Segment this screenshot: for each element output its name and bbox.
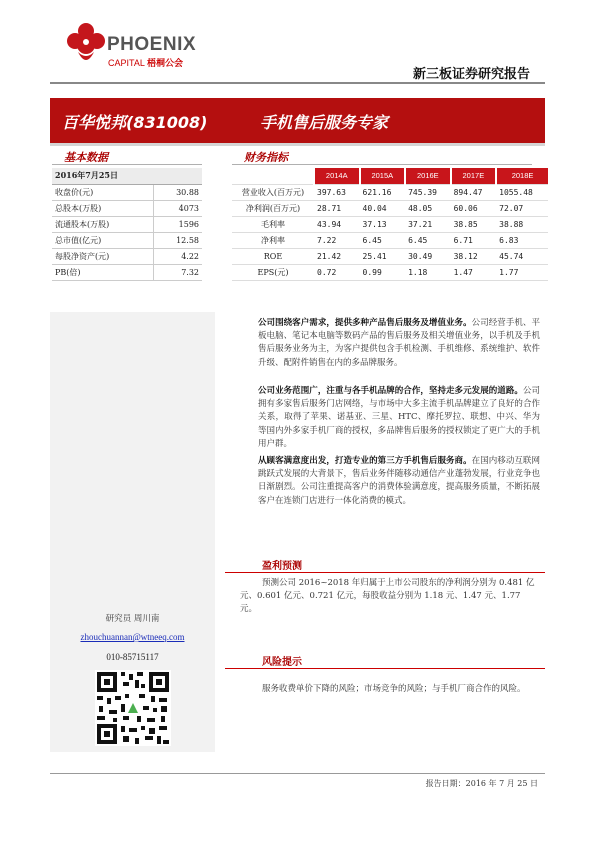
title-banner: [50, 98, 545, 146]
cell-label: 每股净资产(元): [52, 248, 153, 264]
report-subtitle: 手机售后服务专家: [260, 113, 389, 132]
paragraph-lead: 公司围绕客户需求，提供多种产品售后服务及增值业务。: [258, 318, 472, 328]
cell-value: 621.16: [360, 184, 406, 200]
table-header-row: [232, 168, 548, 184]
basic-data-heading: 基本数据: [52, 149, 202, 165]
table-row: [52, 248, 202, 264]
row-label: ROE: [232, 248, 314, 264]
cell-value: 7.22: [314, 232, 360, 248]
risk-heading: 风险提示: [262, 657, 302, 668]
cell-value: 40.04: [360, 200, 406, 216]
cell-value: 12.58: [153, 232, 202, 248]
paragraph-text: 在国内移动互联网跳跃式发展的大背景下，售后业务伴随移动通信产业蓬勃发展，行业竞争也日渐剧烈。公司注重提高客户的消费体验满意度，提高服务质量，不断拓展客户在连锁门店进行一体化消费的模式。: [258, 456, 540, 506]
cell-value: 28.71: [314, 200, 360, 216]
report-type: 新三板证券研究报告: [412, 67, 530, 82]
paragraph-customer-needs: [258, 317, 540, 370]
paragraph-lead: 从顾客满意度出发，打造专业的第三方手机售后服务商。: [258, 456, 472, 466]
cell-label: 流通股本(万股): [52, 216, 153, 232]
cell-value: 7.32: [153, 264, 202, 280]
company-title: 百华悦邦(831008): [62, 113, 208, 132]
cell-value: 21.42: [314, 248, 360, 264]
column-header: 2017E: [451, 168, 497, 184]
cell-value: 37.21: [405, 216, 451, 232]
table-row: [232, 200, 548, 216]
cell-value: 745.39: [405, 184, 451, 200]
cell-value: 1.77: [496, 264, 548, 280]
financials-heading: 财务指标: [232, 149, 532, 165]
table-row: [52, 168, 202, 184]
row-label: EPS(元): [232, 264, 314, 280]
cell-value: 0.72: [314, 264, 360, 280]
table-row: [52, 200, 202, 216]
cell-value: 6.45: [360, 232, 406, 248]
cell-value: 6.71: [451, 232, 497, 248]
cell-value: 30.88: [153, 184, 202, 200]
paragraph-satisfaction: [258, 455, 540, 508]
forecast-divider: [225, 572, 545, 573]
row-label: 净利率: [232, 232, 314, 248]
cell-value: 38.88: [496, 216, 548, 232]
row-label: 毛利率: [232, 216, 314, 232]
header-divider: [50, 82, 545, 84]
cell-value: 6.45: [405, 232, 451, 248]
table-row: [232, 264, 548, 280]
financials-table: [232, 168, 548, 281]
cell-value: 4073: [153, 200, 202, 216]
phoenix-flower-logo-icon: [66, 22, 106, 68]
logo-name: PHOENIX: [107, 34, 197, 55]
table-row: [232, 184, 548, 200]
paragraph-text: 公司拥有多家售后服务门店网络，与市场中大多主流手机品牌建立了良好的合作关系，取得了苹果、诺基亚、三星、HTC、摩托罗拉、联想、中兴、华为等国内外多家手机厂商的授权，多品牌售后服务的授权锁定了更广大的手机用户群。: [258, 386, 540, 449]
cell-value: 72.07: [496, 200, 548, 216]
column-header: 2014A: [314, 168, 360, 184]
cell-value: 397.63: [314, 184, 360, 200]
analyst-email-link[interactable]: zhouchuannan@wtneeq.com: [80, 632, 185, 642]
cell-label: 收盘价(元): [52, 184, 153, 200]
cell-value: 37.13: [360, 216, 406, 232]
cell-value: 1.47: [451, 264, 497, 280]
cell-value: 38.12: [451, 248, 497, 264]
cell-value: 45.74: [496, 248, 548, 264]
analyst-panel: [50, 312, 215, 752]
report-date: 报告日期：2016 年 7 月 25 日: [425, 779, 538, 788]
cell-value: 4.22: [153, 248, 202, 264]
analyst-name: 研究员 周川南: [105, 614, 160, 624]
forecast-text: 预测公司 2016~2018 年归属于上市公司股东的净利润分别为 0.481 亿元、0.601 亿元、0.721 亿元，每股收益分别为 1.18 元、1.47 元、1.77 元。: [240, 578, 535, 614]
cell-value: 1055.48: [496, 184, 548, 200]
cell-value: 894.47: [451, 184, 497, 200]
cell-value: 48.05: [405, 200, 451, 216]
risk-divider: [225, 668, 545, 669]
column-header: 2018E: [496, 168, 548, 184]
cell-label: PB(倍): [52, 264, 153, 280]
cell-value: 25.41: [360, 248, 406, 264]
row-label: 营业收入(百万元): [232, 184, 314, 200]
table-row: [232, 216, 548, 232]
table-row: [52, 264, 202, 280]
cell-value: 43.94: [314, 216, 360, 232]
row-label: 净利润(百万元): [232, 200, 314, 216]
cell-value: 0.99: [360, 264, 406, 280]
footer-divider: [50, 773, 545, 774]
cell-label: 总股本(万股): [52, 200, 153, 216]
forecast-heading: 盈利预测: [262, 561, 302, 572]
column-header: 2016E: [405, 168, 451, 184]
cell-value: 30.49: [405, 248, 451, 264]
cell-value: 6.83: [496, 232, 548, 248]
logo-sub-en: CAPITAL: [108, 58, 145, 68]
analyst-phone: 010-85715117: [106, 652, 159, 662]
risk-text: 服务收费单价下降的风险；市场竞争的风险；与手机厂商合作的风险。: [262, 684, 526, 694]
table-row: [52, 216, 202, 232]
paragraph-business-scope: [258, 385, 540, 451]
cell-value: 1.18: [405, 264, 451, 280]
column-header: 2015A: [360, 168, 406, 184]
cell-value: 1596: [153, 216, 202, 232]
table-row: [52, 232, 202, 248]
phoenix-logo: [66, 22, 236, 72]
logo-sub-cn: 梧桐公会: [147, 58, 184, 68]
basic-data-table: [52, 168, 202, 281]
table-row: [52, 184, 202, 200]
header-blank: [232, 168, 314, 184]
qr-code-icon: [95, 670, 171, 746]
table-row: [232, 232, 548, 248]
paragraph-text: 公司经营手机、平板电脑、笔记本电脑等数码产品的售后服务及相关增值业务，以手机及手机售后服务业务为主，为客户提供包含手机检测、手机维修、系统维护、软件升级、配附件销售在内的多品牌服务。: [258, 318, 540, 368]
table-row: [232, 248, 548, 264]
logo-subtitle: [108, 56, 183, 69]
cell-value: 38.85: [451, 216, 497, 232]
cell-label: 总市值(亿元): [52, 232, 153, 248]
basic-data-date: 2016年7月25日: [52, 168, 202, 184]
cell-value: 60.06: [451, 200, 497, 216]
paragraph-lead: 公司业务范围广，注重与各手机品牌的合作，坚持走多元发展的道路。: [258, 386, 523, 396]
